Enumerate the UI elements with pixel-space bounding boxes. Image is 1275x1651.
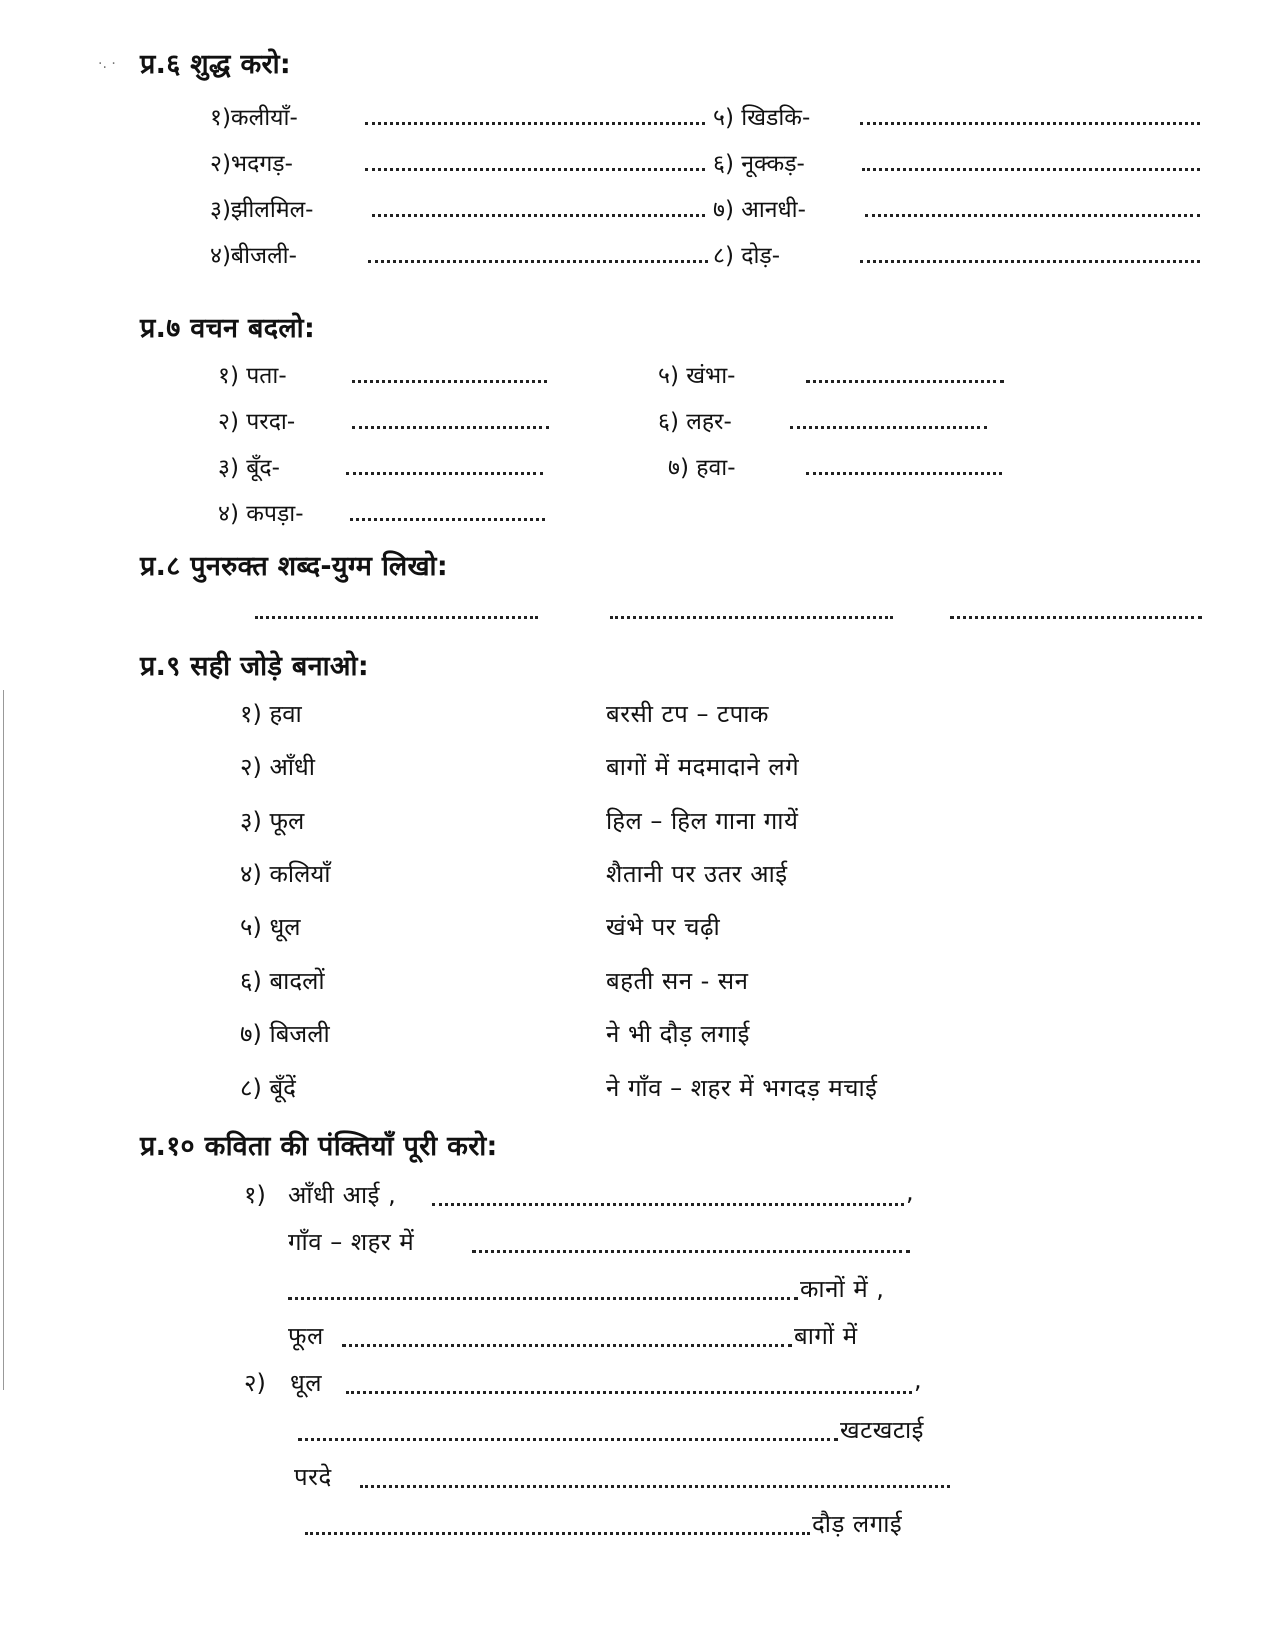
- q10-poem-text: कानों में ,: [800, 1275, 885, 1303]
- q10-poem-text: ,: [906, 1178, 915, 1206]
- q9-heading: प्र.९ सही जोड़े बनाओ:: [140, 651, 369, 682]
- q8-answer-line[interactable]: [950, 616, 1202, 619]
- q7-answer-line[interactable]: [346, 472, 543, 475]
- q6-answer-line[interactable]: [365, 168, 705, 171]
- q8-answer-line[interactable]: [610, 616, 893, 619]
- q7-answer-line[interactable]: [352, 380, 547, 383]
- q7-item: ५) खंभा-: [658, 363, 736, 389]
- q6-item: १)कलीयाँ-: [210, 105, 298, 131]
- q10-blank-line[interactable]: [432, 1203, 904, 1206]
- q9-right-item: खंभे पर चढ़ी: [606, 913, 721, 941]
- q6-item: ६) नूक्कड़-: [713, 151, 805, 177]
- q7-item: २) परदा-: [218, 409, 296, 435]
- q7-item: ३) बूँद-: [218, 455, 280, 481]
- q6-answer-line[interactable]: [368, 260, 708, 263]
- q9-right-item: बागों में मदमादाने लगे: [606, 753, 800, 781]
- q9-right-item: ने भी दौड़ लगाई: [606, 1020, 750, 1048]
- q9-right-item: बहती सन - सन: [606, 967, 749, 995]
- q10-heading: प्र.१० कविता की पंक्तियाँ पूरी करो:: [140, 1131, 498, 1162]
- q10-poem-text: फूल: [288, 1322, 324, 1350]
- q7-item: ४) कपड़ा-: [218, 501, 304, 527]
- q9-right-item: ने गाँव – शहर में भगदड़ मचाई: [606, 1074, 878, 1102]
- q10-poem-text: गाँव – शहर में: [288, 1228, 415, 1256]
- q7-item: १) पता-: [218, 363, 287, 389]
- q10-poem-text: धूल: [290, 1369, 323, 1397]
- q8-answer-line[interactable]: [255, 616, 538, 619]
- q9-left-item: ५) धूल: [240, 913, 301, 941]
- q10-poem-text: दौड़ लगाई: [812, 1510, 903, 1538]
- q6-answer-line[interactable]: [365, 122, 705, 125]
- q8-heading: प्र.८ पुनरुक्त शब्द-युग्म लिखो:: [140, 551, 448, 582]
- q10-blank-line[interactable]: [360, 1485, 950, 1488]
- q9-right-item: बरसी टप – टपाक: [606, 700, 769, 728]
- q6-answer-line[interactable]: [860, 122, 1200, 125]
- q10-blank-line[interactable]: [288, 1297, 798, 1300]
- q10-blank-line[interactable]: [342, 1344, 792, 1347]
- q7-answer-line[interactable]: [806, 380, 1004, 383]
- q6-answer-line[interactable]: [860, 260, 1200, 263]
- q10-blank-line[interactable]: [298, 1438, 838, 1441]
- q6-item: ४)बीजली-: [210, 243, 297, 269]
- q9-left-item: १) हवा: [240, 700, 302, 728]
- q10-poem-number: १): [244, 1181, 266, 1209]
- q7-answer-line[interactable]: [352, 426, 549, 429]
- q9-right-item: हिल – हिल गाना गायें: [606, 807, 799, 835]
- q10-poem-text: खटखटाई: [840, 1416, 924, 1444]
- q7-item: ६) लहर-: [658, 409, 732, 435]
- q6-item: ५) खिडकि-: [713, 105, 811, 131]
- q6-answer-line[interactable]: [372, 214, 705, 217]
- q10-poem-text: ,: [914, 1366, 923, 1394]
- q10-blank-line[interactable]: [305, 1532, 810, 1535]
- q6-item: ७) आनधी-: [713, 197, 806, 223]
- q9-right-item: शैतानी पर उतर आई: [606, 860, 788, 888]
- q6-answer-line[interactable]: [865, 214, 1200, 217]
- scan-mark: [3, 690, 4, 1390]
- q7-answer-line[interactable]: [790, 426, 987, 429]
- q10-poem-text: बागों में: [794, 1322, 858, 1350]
- q10-blank-line[interactable]: [472, 1250, 910, 1253]
- scan-speck: ·. ·: [98, 56, 116, 72]
- q6-item: २)भदगड़-: [210, 151, 293, 177]
- q9-left-item: ६) बादलों: [240, 967, 325, 995]
- q9-left-item: ७) बिजली: [240, 1020, 330, 1048]
- q10-poem-text: आँधी आई ,: [288, 1181, 397, 1209]
- q9-left-item: ८) बूँदें: [240, 1074, 296, 1102]
- q6-heading: प्र.६ शुद्ध करो:: [140, 49, 291, 80]
- q9-left-item: २) आँधी: [240, 753, 315, 781]
- q7-answer-line[interactable]: [350, 518, 545, 521]
- q6-answer-line[interactable]: [862, 168, 1200, 171]
- q10-blank-line[interactable]: [346, 1391, 912, 1394]
- q9-left-item: ३) फूल: [240, 807, 305, 835]
- q6-item: ३)झीलमिल-: [210, 197, 314, 223]
- q7-item: ७) हवा-: [668, 455, 736, 481]
- q7-answer-line[interactable]: [806, 472, 1002, 475]
- q6-item: ८) दोड़-: [713, 243, 781, 269]
- q9-left-item: ४) कलियाँ: [240, 860, 331, 888]
- q10-poem-text: परदे: [294, 1463, 332, 1491]
- q7-heading: प्र.७ वचन बदलो:: [140, 313, 316, 344]
- q10-poem-number: २): [244, 1369, 266, 1397]
